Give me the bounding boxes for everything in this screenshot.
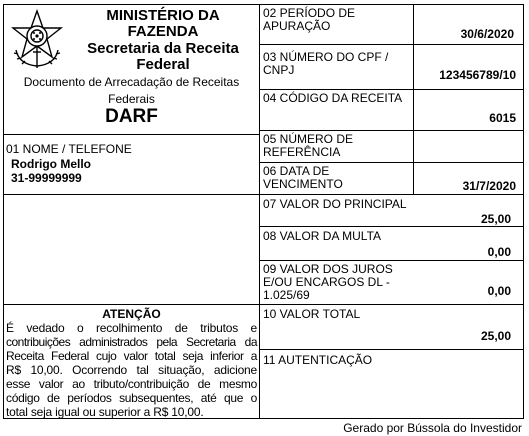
field-01-phone-value: 31-99999999 [11, 171, 82, 185]
field-09-value: 0,00 [487, 284, 511, 298]
ministry-title-line2: FAZENDA [127, 23, 199, 40]
divider-08 [259, 260, 524, 261]
field-10-value: 25,00 [480, 329, 511, 343]
field-02-value: 30/6/2020 [460, 27, 514, 41]
divider-04 [259, 130, 524, 131]
field-05-label: 05 NÚMERO DE REFERÊNCIA [263, 132, 354, 159]
notice-title: ATENÇÃO [102, 307, 161, 321]
notice-line: esse valor ao tributo/contribuição de mesmo [6, 377, 257, 391]
field-02-label: 02 PERÍODO DE APURAÇÃO [263, 6, 356, 33]
field-07-label: 07 VALOR DO PRINCIPAL [263, 197, 407, 211]
field-04-value: 6015 [489, 111, 516, 125]
field-01-name-value: Rodrigo Mello [11, 157, 91, 171]
field-06-label: 06 DATA DE VENCIMENTO [263, 164, 343, 191]
field-08-value: 0,00 [487, 245, 511, 259]
field-10-label: 10 VALOR TOTAL [263, 307, 361, 321]
field-08-label: 08 VALOR DA MULTA [263, 229, 382, 243]
document-description-line1: Documento de Arrecadação de Receitas [23, 75, 240, 89]
field-04-label: 04 CÓDIGO DA RECEITA [263, 91, 403, 105]
divider-notice-top [3, 304, 260, 305]
divider-09 [259, 304, 524, 305]
notice-line: Receita Federal cujo valor total seja inferior a [6, 349, 257, 363]
coat-of-arms-icon [6, 8, 68, 70]
secretaria-title-line2: Federal [136, 56, 190, 73]
ministry-title-line1: MINISTÉRIO DA [106, 7, 220, 24]
divider-name-bottom [3, 194, 260, 195]
field-03-label: 03 NÚMERO DO CPF / CNPJ [263, 50, 389, 77]
notice-line: total seja igual ou superior a R$ 10,00. [6, 405, 204, 419]
divider-10 [259, 349, 524, 350]
document-description-line2: Federais [108, 92, 155, 106]
notice-line: código de períodos subsequentes, até que o [6, 391, 257, 405]
divider-left-right [259, 4, 260, 419]
form-name: DARF [105, 106, 158, 127]
divider-03 [259, 89, 524, 90]
field-03-value: 123456789/10 [439, 68, 516, 82]
secretaria-title-line1: Secretaria da Receita [87, 40, 239, 57]
field-07-value: 25,00 [480, 212, 511, 226]
notice-text [6, 321, 257, 419]
divider-02 [259, 44, 524, 45]
divider-07 [259, 226, 524, 227]
notice-line: contribuições administrados pela Secretaria da [6, 335, 257, 349]
field-09-label: 09 VALOR DOS JUROS E/OU ENCARGOS DL - 1.025/69 [263, 262, 393, 302]
field-06-value: 31/7/2020 [462, 179, 516, 193]
divider-05 [259, 162, 524, 163]
notice-line: É vedado o recolhimento de tributos e [6, 321, 257, 335]
generated-by-footer: Gerado por Bússola do Investidor [343, 421, 522, 435]
divider-header-bottom [3, 134, 260, 135]
field-11-label: 11 AUTENTICAÇÃO [263, 353, 373, 367]
field-01-label: 01 NOME / TELEFONE [6, 142, 132, 156]
notice-line: R$ 10,00. Ocorrendo tal situação, adicione [6, 363, 257, 377]
divider-06 [259, 194, 524, 195]
